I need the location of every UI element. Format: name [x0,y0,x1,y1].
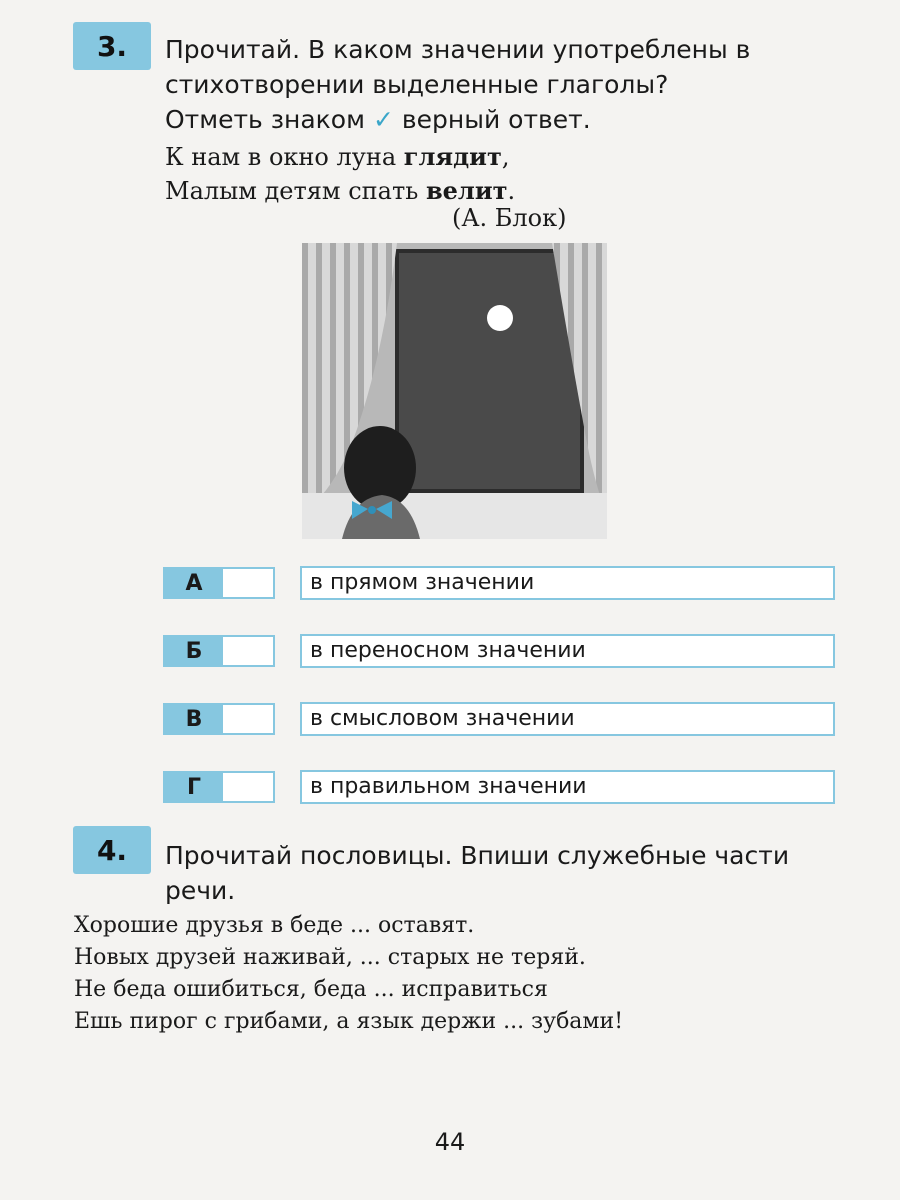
task-4-instruction-line1: Прочитай пословицы. Впиши служебные части [165,841,790,870]
poem-line-1 [165,140,515,174]
poem-verb-1: глядит [403,142,502,171]
poem-verb-2: велит [425,176,508,205]
task-3-number: 3. [73,22,151,70]
poem-author: (А. Блок) [452,204,567,232]
option-c-letter-box[interactable] [163,703,275,735]
mark-prefix: Отметь знаком [165,105,365,134]
option-a-text: в прямом значении [300,566,835,600]
option-b-text: в переносном значении [300,634,835,668]
mark-suffix: верный ответ. [401,105,591,134]
check-icon: ✓ [372,105,394,134]
proverb-2[interactable]: Новых друзей наживай, ... старых не теряй. [74,945,586,970]
proverb-1[interactable]: Хорошие друзья в беде ... оставят. [74,913,475,938]
task-3-instruction-line2: стихотворении выделенные глаголы? [165,70,669,99]
page-number: 44 [434,1128,466,1156]
moon-icon [487,305,513,331]
poem-line-2-end: . [507,177,516,205]
proverb-4[interactable]: Ешь пирог с грибами, а язык держи ... зубами! [74,1009,624,1034]
poem-line-2-start: Малым детям спать [165,177,426,205]
option-d-letter: Г [165,773,223,801]
task-3-instruction [165,32,750,137]
option-d-letter-box[interactable] [163,771,275,803]
window-moon-illustration [302,243,607,539]
option-b-letter-box[interactable] [163,635,275,667]
proverbs-list [74,910,623,1038]
task-4-instruction [165,838,789,908]
option-a-letter: А [165,569,223,597]
task-3-mark-line [165,102,750,137]
option-c-text: в смысловом значении [300,702,835,736]
task-4-number: 4. [73,826,151,874]
option-b-letter: Б [165,637,223,665]
option-d-text: в правильном значении [300,770,835,804]
poem-line-2 [165,174,515,208]
task-3-instruction-line1: Прочитай. В каком значении употреблены в [165,35,751,64]
option-c-letter: В [165,705,223,733]
poem-line-1-end: , [501,143,510,171]
proverb-3[interactable]: Не беда ошибиться, беда ... исправиться [74,977,548,1002]
option-a-letter-box[interactable] [163,567,275,599]
poem-line-1-start: К нам в окно луна [165,143,404,171]
task-4-instruction-line2: речи. [165,876,236,905]
poem [165,140,515,208]
